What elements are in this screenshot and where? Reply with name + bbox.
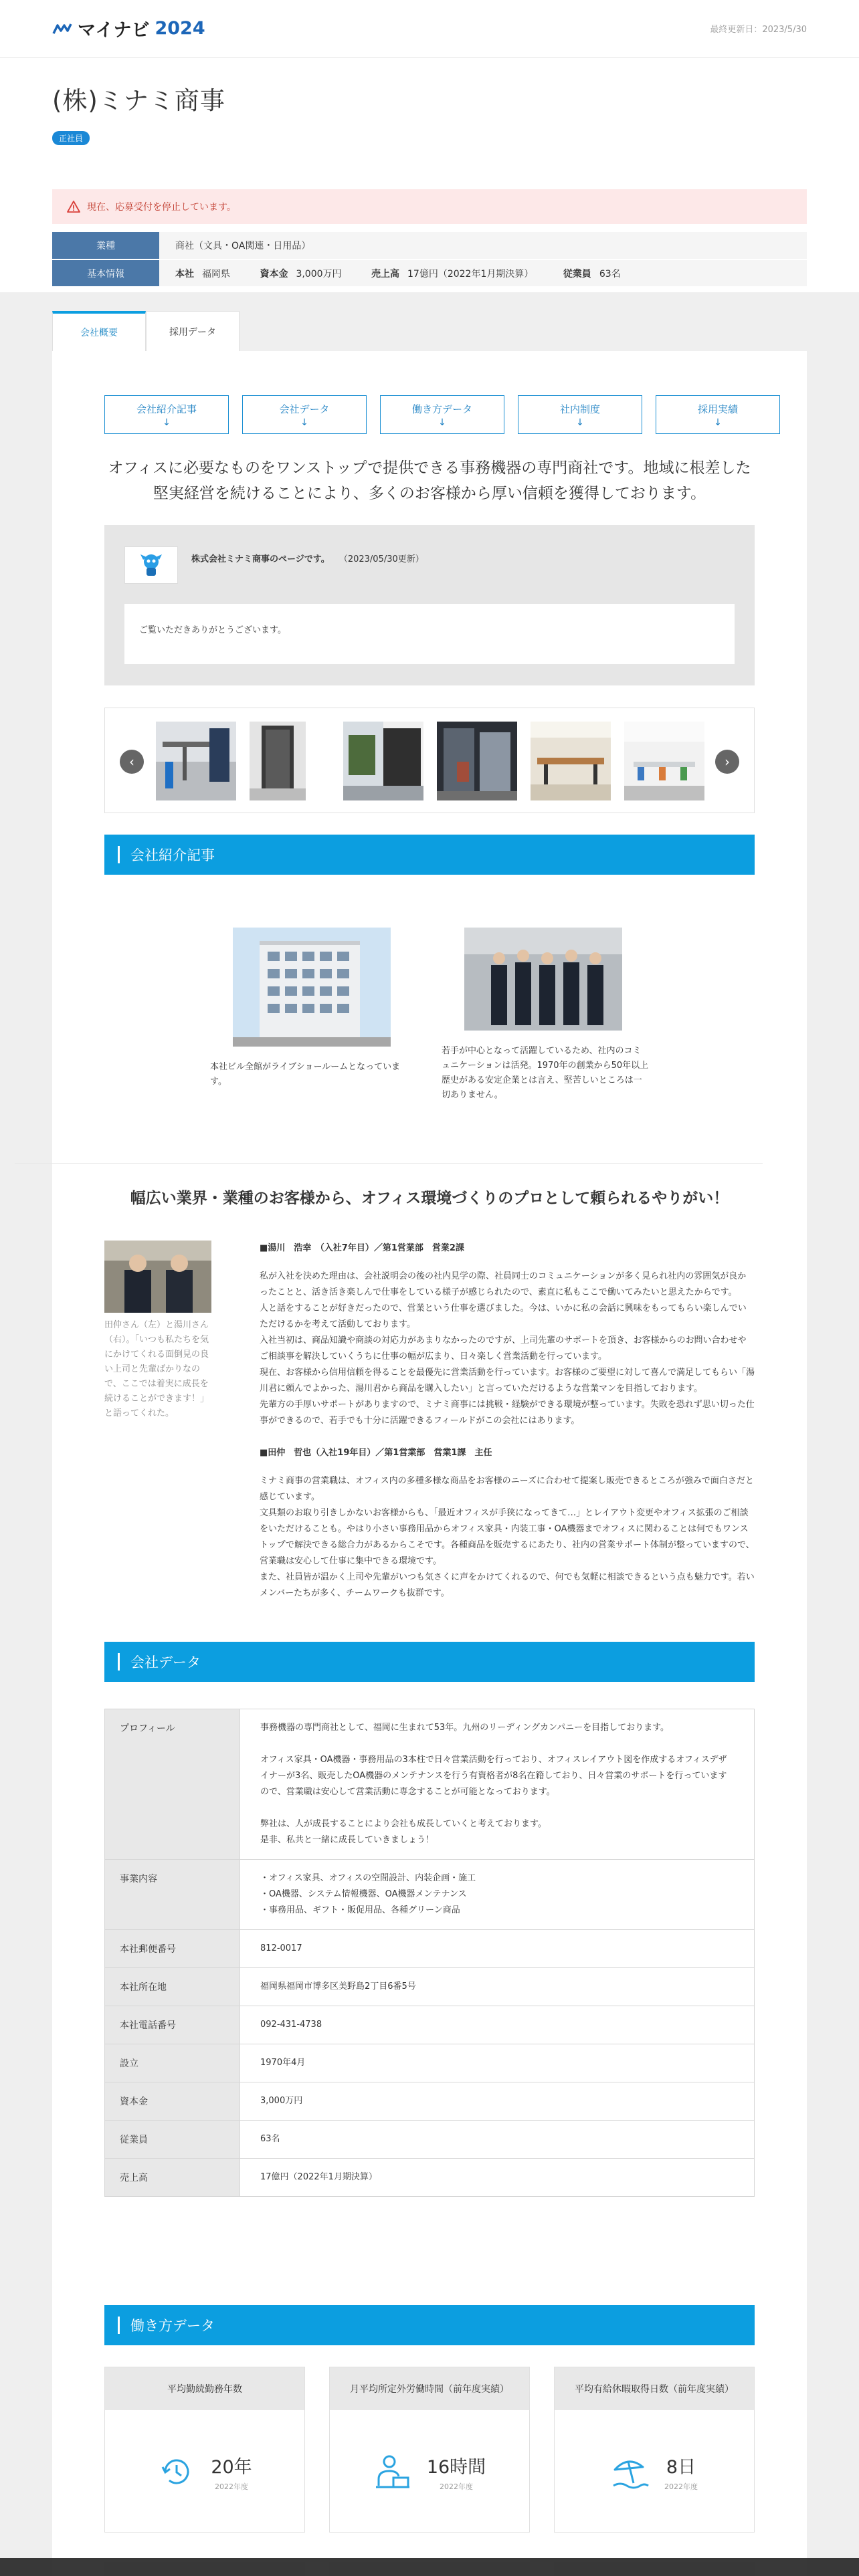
company-head (0, 58, 859, 145)
mynavi-logo[interactable] (52, 15, 205, 41)
news-date: （2023/05/30更新） (339, 554, 424, 564)
section-divider (15, 1163, 763, 1164)
hq-label: 本社 (175, 268, 194, 280)
interview-paragraph: 人と話をすることが好きだったので、営業という仕事を選びました。今は、いかに私の会話に興味をもってもらい楽しんでいただけるかを考えて活動しております。 (260, 1303, 747, 1329)
anchor-company-data[interactable] (242, 395, 367, 434)
company-name: (株)ミナミ商事 (52, 86, 225, 115)
work-card-year: 2022年度 (664, 2482, 698, 2491)
interviewee-1: ■湯川 浩幸 （入社7年目）／第1営業部 営業2課 (260, 1243, 464, 1253)
interview-body (260, 1241, 755, 1602)
gallery-photo[interactable] (624, 722, 704, 800)
brand-name: マイナビ (78, 20, 150, 41)
company-data-value (240, 1930, 755, 1968)
anchor-work-data[interactable] (380, 395, 504, 434)
basic-info-value (159, 259, 807, 287)
gallery-photo[interactable] (531, 722, 611, 800)
notice-banner (52, 189, 807, 224)
basic-info-label: 基本情報 (52, 259, 159, 287)
company-data-line: 812-0017 (260, 1943, 302, 1953)
company-data-table (104, 1709, 755, 2197)
page-tabs (52, 311, 240, 351)
company-data-label: 設立 (105, 2044, 240, 2082)
article-photo-building (233, 928, 391, 1047)
arrow-down-icon: ↓ (300, 417, 308, 428)
work-card-value: 20年 (211, 2456, 252, 2478)
last-updated: 最終更新日：2023/5/30 (710, 25, 807, 35)
cycle-icon (157, 2452, 196, 2491)
arrow-down-icon: ↓ (163, 417, 171, 428)
company-data-row (105, 1930, 755, 1968)
company-data-row (105, 2121, 755, 2159)
company-data-label: 売上高 (105, 2159, 240, 2197)
industry-value: 商社（文具・OA関連・日用品） (159, 232, 807, 259)
company-data-line: 福岡県福岡市博多区美野島2丁目6番5号 (260, 1981, 416, 1992)
section-article-heading: 会社紹介記事 (104, 835, 755, 875)
company-data-row (105, 1709, 755, 1860)
interview-photo-caption: 田仲さん（左）と湯川さん（右）。「いつも私たちを気にかけてくれる面倒見の良い上司と先輩ばかりなので、ここでは着実に成長を続けることができます！」と語ってくれた。 (104, 1320, 209, 1418)
anchor-company-data-label: 会社データ (279, 403, 330, 415)
company-data-label: 資本金 (105, 2082, 240, 2121)
gallery-photo[interactable] (437, 722, 517, 800)
news-title-text: 株式会社ミナミ商事のページです。 (191, 554, 330, 564)
beach-icon (611, 2452, 650, 2491)
company-data-line: ・オフィス家具、オフィスの空間設計、内装企画・施工 (260, 1873, 476, 1883)
employment-badge: 正社員 (52, 131, 90, 145)
anchor-system[interactable] (518, 395, 642, 434)
company-data-row (105, 2044, 755, 2082)
work-card-overtime (329, 2367, 530, 2533)
arrow-down-icon: ↓ (714, 417, 722, 428)
company-data-value (240, 1860, 755, 1930)
company-data-line: 事務機器の専門商社として、福岡に生まれて53年。九州のリーディングカンパニーを目指しております。 (260, 1723, 670, 1733)
photo-gallery (104, 708, 755, 813)
interview-paragraph: ミナミ商事の営業職は、オフィス内の多種多様な商品をお客様のニーズに合わせて提案し販売できるところが強みで面白さだと感じています。 (260, 1476, 754, 1502)
anchor-article-label: 会社紹介記事 (136, 403, 197, 415)
interview-paragraph: また、社員皆が温かく上司や先輩がいつも気さくに声をかけてくれるので、何でも気軽に相談できるという点も魅力です。若いメンバーたちが多く、チームワークも抜群です。 (260, 1572, 755, 1598)
company-data-value (240, 2159, 755, 2197)
company-data-label: 事業内容 (105, 1860, 240, 1930)
basic-info-table (52, 232, 807, 288)
site-header (0, 0, 859, 58)
notice-text: 現在、応募受付を停止しています。 (87, 202, 236, 213)
anchor-article[interactable] (104, 395, 229, 434)
company-data-value (240, 2006, 755, 2044)
bottom-bar (0, 2558, 859, 2576)
company-data-line: オフィス家具・OA機器・事務用品の3本柱で日々営業活動を行っており、オフィスレイアウト図を作成するオフィスデザイナーが3名、販売したOA機器のメンテナンスを行う有資格者が8名在籍しており、日々営業のサポートを行っていますので、営業職は安心して営業活動に専念することが可能となっております。 (260, 1755, 727, 1797)
company-data-value (240, 1709, 755, 1860)
company-data-row (105, 2006, 755, 2044)
company-data-line: 是非、私共と一緒に成長していきましょう！ (260, 1835, 435, 1845)
company-data-label: 従業員 (105, 2121, 240, 2159)
employees-value: 63名 (599, 268, 621, 280)
interview-paragraph: 文具類のお取り引きしかないお客様からも、「最近オフィスが手狭になってきて…」とレイアウト変更やオフィス拡張のご相談をいただけることも。やはり小さい事務用品からオフィス家具・内装工事・OA機器までオフィスに関わることは何でもワンストップで解決できる総合力があるからこそです。各種商品を販売するにあたり、社内の営業サポート体制が整っていますので、営業職は安心して仕事に集中できる環境です。 (260, 1508, 755, 1566)
news-body: ご覧いただきありがとうございます。 (124, 604, 735, 664)
company-data-row (105, 1968, 755, 2006)
article-caption-2: 若手が中心となって活躍しているため、社内のコミュニケーションは活発。1970年の創業から50年以上歴史がある安定企業とは言え、堅苦しいところは一切ありません。 (442, 1046, 649, 1100)
company-data-line (260, 1736, 734, 1752)
company-data-row (105, 2082, 755, 2121)
interview-paragraph: 私が入社を決めた理由は、会社説明会の後の社内見学の際、社員同士のコミュニケーションが多く見られ社内の雰囲気が良かったことと、活き活き楽しんで仕事をしている様子が感じられたので、素直に私もここで働いてみたいと思えたからです。 (260, 1271, 747, 1297)
sales-label: 売上高 (371, 268, 399, 280)
work-card-label: 平均有給休暇取得日数（前年度実績） (555, 2367, 754, 2410)
company-lead: オフィスに必要なものをワンストップで提供できる事務機器の専門商社です。地域に根差した堅実経営を続けることにより、多くのお客様から厚い信頼を獲得しております。 (108, 459, 751, 502)
capital-value: 3,000万円 (296, 268, 342, 280)
company-data-line: 弊社は、人が成長することにより会社も成長していくと考えております。 (260, 1819, 547, 1829)
company-news (104, 525, 755, 685)
section-company-data-heading: 会社データ (104, 1642, 755, 1682)
gallery-photo[interactable] (250, 722, 306, 800)
mascot-icon (136, 550, 166, 580)
industry-label: 業種 (52, 232, 159, 259)
interview-photo (104, 1241, 211, 1313)
work-card-value: 8日 (666, 2456, 696, 2478)
arrow-down-icon: ↓ (576, 417, 584, 428)
work-card-paid-leave (554, 2367, 755, 2533)
company-data-value (240, 2082, 755, 2121)
company-data-line: 092-431-4738 (260, 2020, 322, 2030)
gallery-next-button[interactable]: › (715, 750, 739, 774)
anchor-results-label: 採用実績 (697, 403, 738, 415)
interview-title: 幅広い業界・業種のお客様から、オフィス環境づくりのプロとして頼られるやりがい！ (130, 1190, 729, 1207)
interview-paragraph: 入社当初は、商品知識や商談の対応力があまりなかったのですが、上司先輩のサポートを頂き、お客様からのお問い合わせやご相談事を解決していくうちに仕事の幅が広まり、日々楽しく営業活動を行っています。 (260, 1335, 747, 1362)
company-data-line (260, 1800, 734, 1816)
interviewee-2: ■田仲 哲也（入社19年目）／第1営業部 営業1課 主任 (260, 1448, 492, 1458)
anchor-nav (104, 395, 780, 434)
mynavi-logo-icon (52, 23, 72, 35)
work-card-year: 2022年度 (439, 2482, 473, 2491)
hq-value: 福岡県 (202, 268, 230, 280)
gallery-photo[interactable] (156, 722, 236, 800)
tab-recruit-data[interactable]: 採用データ (146, 311, 240, 351)
section-work-data-heading: 働き方データ (104, 2305, 755, 2345)
anchor-system-label: 社内制度 (559, 403, 600, 415)
company-data-line: 1970年4月 (260, 2058, 306, 2068)
company-data-label: 本社所在地 (105, 1968, 240, 2006)
company-data-line: 63名 (260, 2134, 280, 2144)
interview-paragraph: 現在、お客様から信用信頼を得ることを最優先に営業活動を行っています。お客様のご要望に対して喜んで満足してもらい「湯川君に頼んでよかった、湯川君から商品を購入したい」と言っていただけるような営業マンを目指しております。 (260, 1368, 755, 1394)
company-data-row (105, 1860, 755, 1930)
brand-year: 2024 (155, 18, 205, 39)
company-overview-panel (52, 351, 807, 2576)
work-card-value: 16時間 (426, 2456, 486, 2478)
work-card-label: 平均勤続勤務年数 (105, 2367, 304, 2410)
gallery-prev-button[interactable]: ‹ (120, 750, 144, 774)
article-caption-1: 本社ビル全館がライブショールームとなっています。 (210, 1062, 401, 1087)
company-mascot-logo (124, 546, 178, 584)
interview-paragraph: 先輩方の手厚いサポートがありますので、ミナミ商事には挑戦・経験ができる環境が整っています。失敗を恐れず思い切った仕事ができるので、若手でも十分に活躍できるフィールドがこの会社にはあります。 (260, 1400, 755, 1426)
anchor-results[interactable] (656, 395, 780, 434)
company-data-line: ・事務用品、ギフト・販促用品、各種グリーン商品 (260, 1905, 460, 1915)
employees-label: 従業員 (563, 268, 591, 280)
company-data-value (240, 1968, 755, 2006)
work-card-year: 2022年度 (214, 2482, 248, 2491)
company-data-row (105, 2159, 755, 2197)
warning-icon (67, 200, 80, 213)
company-data-value (240, 2044, 755, 2082)
tab-company-overview[interactable]: 会社概要 (52, 311, 146, 351)
company-data-line: ・OA機器、システム情報機器、OA機器メンテナンス (260, 1889, 467, 1899)
work-card-tenure (104, 2367, 305, 2533)
sales-value: 17億円（2022年1月期決算） (407, 268, 534, 280)
company-data-value (240, 2121, 755, 2159)
company-data-label: 本社郵便番号 (105, 1930, 240, 1968)
gallery-photo[interactable] (343, 722, 423, 800)
company-data-line: 17億円（2022年1月期決算） (260, 2172, 377, 2182)
anchor-work-data-label: 働き方データ (411, 403, 472, 415)
company-data-label: プロフィール (105, 1709, 240, 1860)
company-data-line: 3,000万円 (260, 2096, 303, 2106)
article-photo-staff (464, 928, 622, 1031)
company-data-label: 本社電話番号 (105, 2006, 240, 2044)
worker-icon (373, 2452, 412, 2491)
arrow-down-icon: ↓ (438, 417, 446, 428)
work-card-label: 月平均所定外労働時間（前年度実績） (330, 2367, 529, 2410)
capital-label: 資本金 (260, 268, 288, 280)
news-title (191, 552, 424, 564)
